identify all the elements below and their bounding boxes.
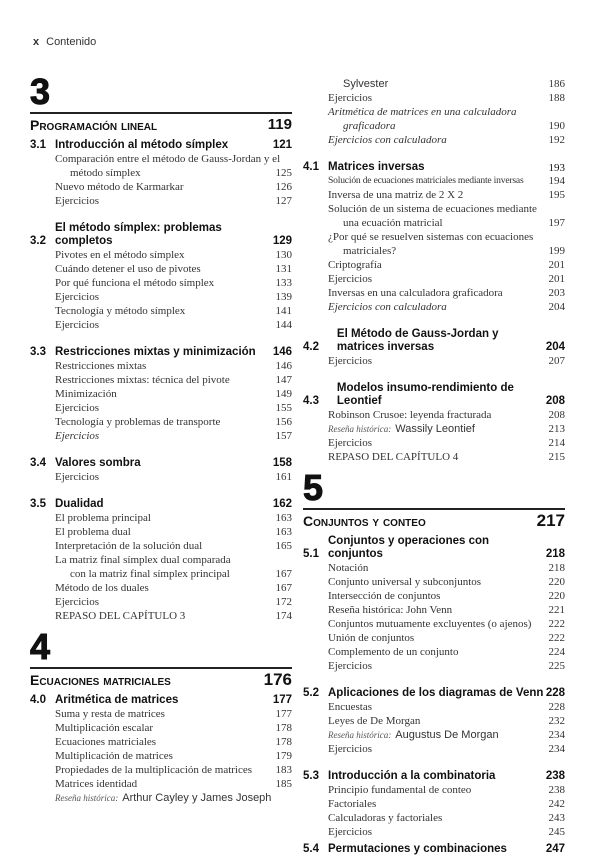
toc-entry bbox=[30, 180, 292, 194]
toc-entry bbox=[303, 714, 565, 728]
entry-page: 178 bbox=[275, 722, 292, 734]
toc-entry bbox=[30, 539, 292, 553]
entry-title: Comparación entre el método de Gauss-Jordan y el bbox=[55, 153, 281, 165]
section-number: 3.4 bbox=[30, 457, 46, 469]
entry-title: Solución de un sistema de ecuaciones mediante bbox=[328, 203, 537, 215]
entry-title: Encuestas bbox=[328, 701, 372, 713]
entry-page: 139 bbox=[275, 291, 292, 303]
toc-entry bbox=[30, 415, 292, 429]
section-heading bbox=[303, 535, 565, 561]
section-title: Modelos insumo-rendimiento de Leontief bbox=[336, 382, 514, 407]
toc-entry bbox=[303, 105, 565, 119]
entry-title: Calculadoras y factoriales bbox=[328, 812, 443, 824]
entry-title: Restricciones mixtas bbox=[55, 360, 147, 372]
entry-page: 165 bbox=[275, 540, 292, 552]
section-number: 3.2 bbox=[30, 235, 46, 247]
toc-right-column bbox=[303, 77, 565, 856]
entry-page: 197 bbox=[548, 217, 565, 229]
page-number: x bbox=[33, 36, 40, 48]
section-page: 247 bbox=[545, 843, 565, 855]
section-number: 5.1 bbox=[303, 548, 319, 560]
entry-title: matriciales? bbox=[343, 245, 397, 257]
chapter-title bbox=[30, 114, 292, 136]
entry-title: Notación bbox=[328, 562, 369, 574]
entry-title: Solución de ecuaciones matriciales mediante inversas bbox=[328, 175, 524, 186]
entry-title: Tecnología y método símplex bbox=[55, 305, 186, 317]
section-title: Dualidad bbox=[55, 498, 104, 510]
entry-title: El problema dual bbox=[55, 526, 131, 538]
entry-page: 204 bbox=[548, 301, 565, 313]
entry-title: Matrices identidad bbox=[55, 778, 138, 790]
toc-entry-resena bbox=[30, 791, 292, 805]
entry-page: 183 bbox=[275, 764, 292, 776]
section-heading bbox=[30, 694, 292, 707]
entry-page: 185 bbox=[275, 778, 292, 790]
entry-page: 146 bbox=[275, 360, 292, 372]
toc-left-column bbox=[30, 71, 292, 805]
entry-page: 228 bbox=[548, 701, 565, 713]
entry-title: Interpretación de la solución dual bbox=[55, 540, 203, 552]
toc-entry bbox=[30, 152, 292, 166]
entry-title: Ejercicios bbox=[55, 471, 99, 483]
resena-label: Reseña histórica: bbox=[328, 730, 392, 740]
section-heading bbox=[303, 687, 565, 700]
toc-entry bbox=[30, 567, 292, 581]
section-title: Restricciones mixtas y minimización bbox=[55, 346, 256, 358]
entry-title: Criptografía bbox=[328, 259, 382, 271]
toc-entry bbox=[30, 707, 292, 721]
entry-page: 220 bbox=[548, 590, 565, 602]
toc-entry bbox=[30, 749, 292, 763]
entry-page: 225 bbox=[548, 660, 565, 672]
toc-entry bbox=[303, 119, 565, 133]
toc-entry-resena bbox=[303, 422, 565, 436]
section-heading bbox=[30, 222, 292, 248]
toc-entry bbox=[30, 553, 292, 567]
entry-title: Por qué funciona el método símplex bbox=[55, 277, 215, 289]
entry-page: 133 bbox=[275, 277, 292, 289]
entry-title: Sylvester bbox=[343, 78, 389, 90]
entry-page: 220 bbox=[548, 576, 565, 588]
entry-page: 213 bbox=[548, 423, 565, 435]
entry-title bbox=[303, 728, 499, 742]
toc-entry bbox=[303, 589, 565, 603]
toc-entry bbox=[303, 825, 565, 839]
entry-title: Intersección de conjuntos bbox=[328, 590, 441, 602]
entry-title bbox=[303, 422, 475, 436]
entry-title: Ejercicios bbox=[55, 195, 99, 207]
section-title: Permutaciones y combinaciones bbox=[328, 843, 507, 855]
toc-entry bbox=[303, 617, 565, 631]
entry-page: 144 bbox=[275, 319, 292, 331]
entry-title: Multiplicación de matrices bbox=[55, 750, 173, 762]
entry-page: 221 bbox=[548, 604, 565, 616]
entry-title: Ecuaciones matriciales bbox=[55, 736, 157, 748]
entry-title: Ejercicios bbox=[55, 430, 100, 442]
section-number: 4.1 bbox=[303, 161, 319, 173]
entry-page: 234 bbox=[548, 743, 565, 755]
toc-entry bbox=[303, 188, 565, 202]
entry-title: Restricciones mixtas: técnica del pivote bbox=[55, 374, 230, 386]
section-number: 4.0 bbox=[30, 694, 46, 706]
section-heading bbox=[303, 328, 565, 354]
resena-name: Arthur Cayley y James Joseph bbox=[122, 792, 272, 804]
entry-page: 126 bbox=[275, 181, 292, 193]
entry-page: 201 bbox=[548, 259, 565, 271]
entry-title: Principio fundamental de conteo bbox=[328, 784, 472, 796]
entry-page: 163 bbox=[275, 512, 292, 524]
entry-title: Multiplicación escalar bbox=[55, 722, 154, 734]
entry-page: 156 bbox=[275, 416, 292, 428]
section-heading bbox=[303, 843, 565, 856]
entry-page: 174 bbox=[275, 610, 292, 622]
entry-page: 195 bbox=[548, 189, 565, 201]
toc-entry bbox=[303, 258, 565, 272]
entry-page: 188 bbox=[548, 92, 565, 104]
entry-page: 167 bbox=[275, 568, 292, 580]
toc-entry bbox=[30, 318, 292, 332]
entry-title: Aritmética de matrices en una calculadora bbox=[328, 106, 517, 118]
section-heading bbox=[30, 498, 292, 511]
entry-title: ¿Por qué se resuelven sistemas con ecuaciones bbox=[328, 231, 534, 243]
section-heading bbox=[30, 346, 292, 359]
section-page: 208 bbox=[545, 395, 565, 407]
section-page: 129 bbox=[272, 235, 292, 247]
resena-name: Augustus De Morgan bbox=[395, 729, 499, 741]
entry-title bbox=[30, 791, 271, 805]
entry-title: Ejercicios bbox=[328, 660, 372, 672]
entry-title: Robinson Crusoe: leyenda fracturada bbox=[328, 409, 492, 421]
entry-title: Factoriales bbox=[328, 798, 377, 810]
entry-page: 245 bbox=[548, 826, 565, 838]
entry-page: 131 bbox=[275, 263, 292, 275]
entry-page: 224 bbox=[548, 646, 565, 658]
entry-title: REPASO DEL CAPÍTULO 4 bbox=[328, 451, 459, 463]
entry-page: 178 bbox=[275, 736, 292, 748]
section-number: 3.5 bbox=[30, 498, 46, 510]
section-number: 4.2 bbox=[303, 341, 319, 353]
section-page: 177 bbox=[272, 694, 292, 706]
toc-entry bbox=[303, 561, 565, 575]
entry-page: 172 bbox=[275, 596, 292, 608]
section-title: El método símplex: problemas completos bbox=[55, 222, 222, 247]
toc-entry bbox=[30, 735, 292, 749]
section-page: 121 bbox=[272, 139, 292, 151]
chapter-page: 176 bbox=[263, 670, 292, 689]
entry-page: 238 bbox=[548, 784, 565, 796]
section-page: 238 bbox=[545, 770, 565, 782]
toc-entry bbox=[30, 581, 292, 595]
entry-title: Ejercicios bbox=[55, 291, 99, 303]
entry-title: Ejercicios bbox=[328, 273, 372, 285]
toc-entry bbox=[303, 133, 565, 147]
toc-entry bbox=[303, 354, 565, 368]
section-heading bbox=[303, 770, 565, 783]
entry-title: Ejercicios bbox=[55, 402, 99, 414]
entry-title: Ejercicios con calculadora bbox=[328, 301, 447, 313]
entry-page: 234 bbox=[548, 729, 565, 741]
toc-entry bbox=[303, 631, 565, 645]
section-title: Introducción a la combinatoria bbox=[328, 770, 496, 782]
entry-title: Suma y resta de matrices bbox=[55, 708, 165, 720]
entry-page: 186 bbox=[548, 78, 565, 90]
entry-title: Método de los duales bbox=[55, 582, 149, 594]
entry-title: Ejercicios bbox=[328, 826, 372, 838]
section-page: 228 bbox=[545, 687, 565, 699]
entry-title: método símplex bbox=[70, 167, 141, 179]
running-header bbox=[33, 36, 96, 48]
entry-title: El problema principal bbox=[55, 512, 151, 524]
entry-title: Ejercicios bbox=[55, 596, 99, 608]
entry-title: una ecuación matricial bbox=[343, 217, 443, 229]
toc-entry bbox=[303, 230, 565, 244]
entry-title: La matriz final símplex dual comparada bbox=[55, 554, 231, 566]
entry-title: Complemento de un conjunto bbox=[328, 646, 459, 658]
chapter-title-text: Ecuaciones matriciales bbox=[30, 672, 171, 688]
entry-title: Ejercicios bbox=[328, 743, 372, 755]
entry-page: 207 bbox=[548, 355, 565, 367]
toc-entry bbox=[303, 300, 565, 314]
toc-entry bbox=[303, 408, 565, 422]
toc-entry bbox=[30, 763, 292, 777]
header-title: Contenido bbox=[46, 36, 97, 48]
entry-title: Leyes de De Morgan bbox=[328, 715, 421, 727]
entry-title: Reseña histórica: John Venn bbox=[328, 604, 453, 616]
resena-name: Wassily Leontief bbox=[395, 423, 475, 435]
toc-entry bbox=[303, 272, 565, 286]
toc-entry bbox=[30, 609, 292, 623]
entry-page: 214 bbox=[548, 437, 565, 449]
entry-title: Pivotes en el método símplex bbox=[55, 249, 185, 261]
toc-entry bbox=[303, 645, 565, 659]
toc-entry bbox=[30, 721, 292, 735]
toc-entry bbox=[303, 216, 565, 230]
entry-title: REPASO DEL CAPÍTULO 3 bbox=[55, 610, 186, 622]
chapter-title-text: Conjuntos y conteo bbox=[303, 513, 426, 529]
chapter-number: 5 bbox=[303, 467, 323, 508]
entry-title: graficadora bbox=[343, 120, 396, 132]
entry-page: 155 bbox=[275, 402, 292, 414]
toc-entry bbox=[303, 436, 565, 450]
section-title: Aplicaciones de los diagramas de Venn bbox=[328, 687, 544, 699]
section-heading bbox=[303, 161, 565, 174]
entry-title: Minimización bbox=[55, 388, 117, 400]
entry-page: 177 bbox=[275, 708, 292, 720]
toc-entry bbox=[30, 194, 292, 208]
section-number: 3.1 bbox=[30, 139, 46, 151]
entry-page: 243 bbox=[548, 812, 565, 824]
entry-title: Inversas en una calculadora graficadora bbox=[328, 287, 503, 299]
entry-page: 222 bbox=[548, 618, 565, 630]
chapter-number: 3 bbox=[30, 71, 50, 112]
toc-entry bbox=[303, 797, 565, 811]
toc-entry bbox=[30, 166, 292, 180]
entry-page: 149 bbox=[275, 388, 292, 400]
toc-entry bbox=[30, 387, 292, 401]
toc-entry bbox=[303, 174, 565, 188]
toc-entry bbox=[30, 470, 292, 484]
chapter-page: 119 bbox=[267, 116, 292, 133]
section-page: 162 bbox=[272, 498, 292, 510]
entry-page: 218 bbox=[548, 562, 565, 574]
entry-title: Ejercicios bbox=[328, 92, 372, 104]
resena-label: Reseña histórica: bbox=[55, 793, 119, 803]
toc-entry bbox=[303, 783, 565, 797]
entry-page: 190 bbox=[548, 120, 565, 132]
toc-entry bbox=[30, 525, 292, 539]
entry-title: Ejercicios bbox=[328, 355, 372, 367]
section-number: 5.3 bbox=[303, 770, 319, 782]
toc-entry bbox=[303, 742, 565, 756]
entry-title: Propiedades de la multiplicación de matrices bbox=[55, 764, 253, 776]
entry-title: Nuevo método de Karmarkar bbox=[55, 181, 184, 193]
entry-page: 222 bbox=[548, 632, 565, 644]
chapter-title-text: Programación lineal bbox=[30, 117, 158, 133]
entry-title: Unión de conjuntos bbox=[328, 632, 415, 644]
section-title: Matrices inversas bbox=[328, 161, 425, 173]
resena-label: Reseña histórica: bbox=[328, 424, 392, 434]
toc-entry bbox=[30, 401, 292, 415]
toc-entry bbox=[303, 244, 565, 258]
section-heading bbox=[30, 139, 292, 152]
section-number: 5.4 bbox=[303, 843, 319, 855]
entry-page: 141 bbox=[275, 305, 292, 317]
entry-page: 179 bbox=[275, 750, 292, 762]
entry-page: 215 bbox=[548, 451, 565, 463]
entry-title: Ejercicios con calculadora bbox=[328, 134, 447, 146]
entry-title: Tecnología y problemas de transporte bbox=[55, 416, 221, 428]
section-page: 193 bbox=[548, 162, 565, 174]
section-number: 5.2 bbox=[303, 687, 319, 699]
toc-entry bbox=[303, 91, 565, 105]
toc-entry bbox=[303, 575, 565, 589]
entry-page: 161 bbox=[275, 471, 292, 483]
entry-page: 192 bbox=[548, 134, 565, 146]
section-number: 4.3 bbox=[303, 395, 319, 407]
chapter-number: 4 bbox=[30, 626, 50, 667]
toc-entry-resena bbox=[303, 728, 565, 742]
chapter-page: 217 bbox=[536, 511, 565, 530]
toc-entry bbox=[303, 286, 565, 300]
section-page: 158 bbox=[272, 457, 292, 469]
toc-entry bbox=[30, 304, 292, 318]
toc-entry bbox=[30, 359, 292, 373]
entry-page: 147 bbox=[275, 374, 292, 386]
chapter-title bbox=[30, 669, 292, 691]
entry-page: 130 bbox=[275, 249, 292, 261]
entry-page: 125 bbox=[275, 167, 292, 179]
entry-page: 203 bbox=[548, 287, 565, 299]
section-title: Aritmética de matrices bbox=[55, 694, 179, 706]
section-number: 3.3 bbox=[30, 346, 46, 358]
toc-entry bbox=[30, 777, 292, 791]
entry-title: Cuándo detener el uso de pivotes bbox=[55, 263, 201, 275]
toc-entry bbox=[30, 276, 292, 290]
section-heading bbox=[303, 382, 565, 408]
entry-page: 127 bbox=[275, 195, 292, 207]
toc-entry bbox=[303, 77, 565, 91]
entry-page: 194 bbox=[548, 175, 565, 187]
section-title: El Método de Gauss-Jordan y matrices inversas bbox=[336, 328, 499, 353]
toc-entry bbox=[30, 429, 292, 443]
toc-entry bbox=[303, 603, 565, 617]
toc-entry bbox=[30, 373, 292, 387]
entry-page: 167 bbox=[275, 582, 292, 594]
toc-entry bbox=[303, 811, 565, 825]
section-page: 204 bbox=[545, 341, 565, 353]
toc-entry bbox=[303, 700, 565, 714]
entry-page: 232 bbox=[548, 715, 565, 727]
section-page: 146 bbox=[272, 346, 292, 358]
section-title: Introducción al método símplex bbox=[55, 139, 229, 151]
entry-page: 163 bbox=[275, 526, 292, 538]
toc-entry bbox=[30, 595, 292, 609]
toc-entry bbox=[30, 511, 292, 525]
chapter-title bbox=[303, 510, 565, 532]
entry-title: con la matriz final símplex principal bbox=[70, 568, 230, 580]
section-title: Conjuntos y operaciones con conjuntos bbox=[328, 535, 490, 560]
entry-title: Ejercicios bbox=[55, 319, 99, 331]
toc-entry bbox=[30, 290, 292, 304]
toc-entry bbox=[30, 262, 292, 276]
entry-page: 199 bbox=[548, 245, 565, 257]
toc-entry bbox=[303, 450, 565, 464]
entry-page: 208 bbox=[548, 409, 565, 421]
section-page: 218 bbox=[545, 548, 565, 560]
entry-title: Ejercicios bbox=[328, 437, 372, 449]
entry-page: 242 bbox=[548, 798, 565, 810]
entry-page: 157 bbox=[275, 430, 292, 442]
entry-title: Inversa de una matriz de 2 X 2 bbox=[328, 189, 464, 201]
entry-title: Conjuntos mutuamente excluyentes (o ajenos) bbox=[328, 618, 532, 630]
toc-entry bbox=[303, 659, 565, 673]
section-heading bbox=[30, 457, 292, 470]
toc-entry bbox=[30, 248, 292, 262]
toc-entry bbox=[303, 202, 565, 216]
entry-page: 201 bbox=[548, 273, 565, 285]
section-title: Valores sombra bbox=[55, 457, 141, 469]
entry-title: Conjunto universal y subconjuntos bbox=[328, 576, 482, 588]
